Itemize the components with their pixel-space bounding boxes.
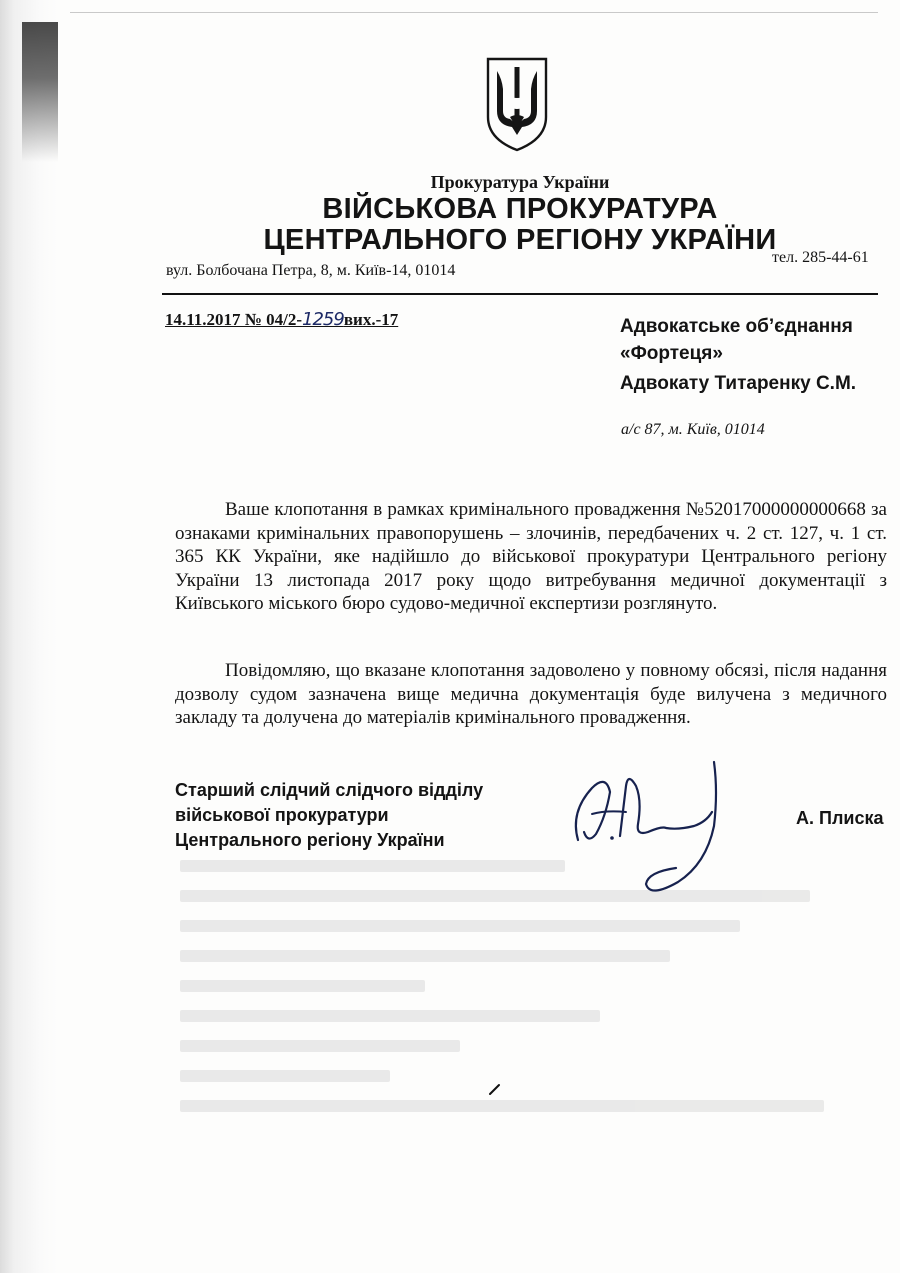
handwritten-registration-number: 1259 [302, 309, 344, 330]
header-divider [162, 293, 878, 295]
outgoing-number-prefix: 14.11.2017 № 04/2- [165, 310, 303, 329]
signer-name: А. Плиска [796, 808, 884, 828]
recipient-association: Адвокатське об’єднання [620, 316, 853, 337]
body-paragraph-1: Ваше клопотання в рамках кримінального провадження №52017000000000668 за ознаками кримінальних правопорушень – злочинів, передбачених ч. 2 ст. 127, ч. 1 ст. 365 КК України, яке надійшло до військової прокуратури Центрального регіону України 13 листопада 2017 року щодо витребування медичної документації з Київського міського бюро судово-медичної експертизи розглянуто. [175, 499, 887, 614]
prosecutor-general-heading: Прокуратура України [430, 172, 610, 192]
stray-pen-mark [488, 1082, 502, 1096]
office-phone: тел. 285-44-61 [772, 249, 869, 266]
recipient-address: а/с 87, м. Київ, 01014 [621, 421, 765, 438]
handwritten-signature [566, 752, 736, 902]
signer-position [175, 778, 483, 853]
trident-coat-of-arms-icon [484, 55, 550, 153]
reverse-side-bleed-through [180, 860, 880, 1180]
military-prosecution-heading: ВІЙСЬКОВА ПРОКУРАТУРА [322, 193, 718, 225]
signer-position-line-2: військової прокуратури [175, 805, 389, 825]
outgoing-number [165, 309, 398, 330]
office-address: вул. Болбочана Петра, 8, м. Київ-14, 01014 [166, 262, 456, 279]
signer-position-line-3: Центрального регіону України [175, 830, 445, 850]
recipient-lawyer: Адвокату Титаренку С.М. [620, 373, 857, 394]
outgoing-number-suffix: вих.-17 [343, 310, 399, 329]
central-region-heading: ЦЕНТРАЛЬНОГО РЕГІОНУ УКРАЇНИ [263, 224, 777, 256]
scan-top-edge [70, 12, 878, 13]
signer-position-line-1: Старший слідчий слідчого відділу [175, 780, 484, 800]
recipient-association-name: «Фортеця» [620, 343, 723, 364]
scan-dark-mark [22, 22, 58, 162]
body-paragraph-2: Повідомляю, що вказане клопотання задоволено у повному обсязі, після надання дозволу судом зазначена вище медична документація буде вилучена з медичного закладу та долучена до матеріалів кримінального провадження. [175, 660, 887, 728]
